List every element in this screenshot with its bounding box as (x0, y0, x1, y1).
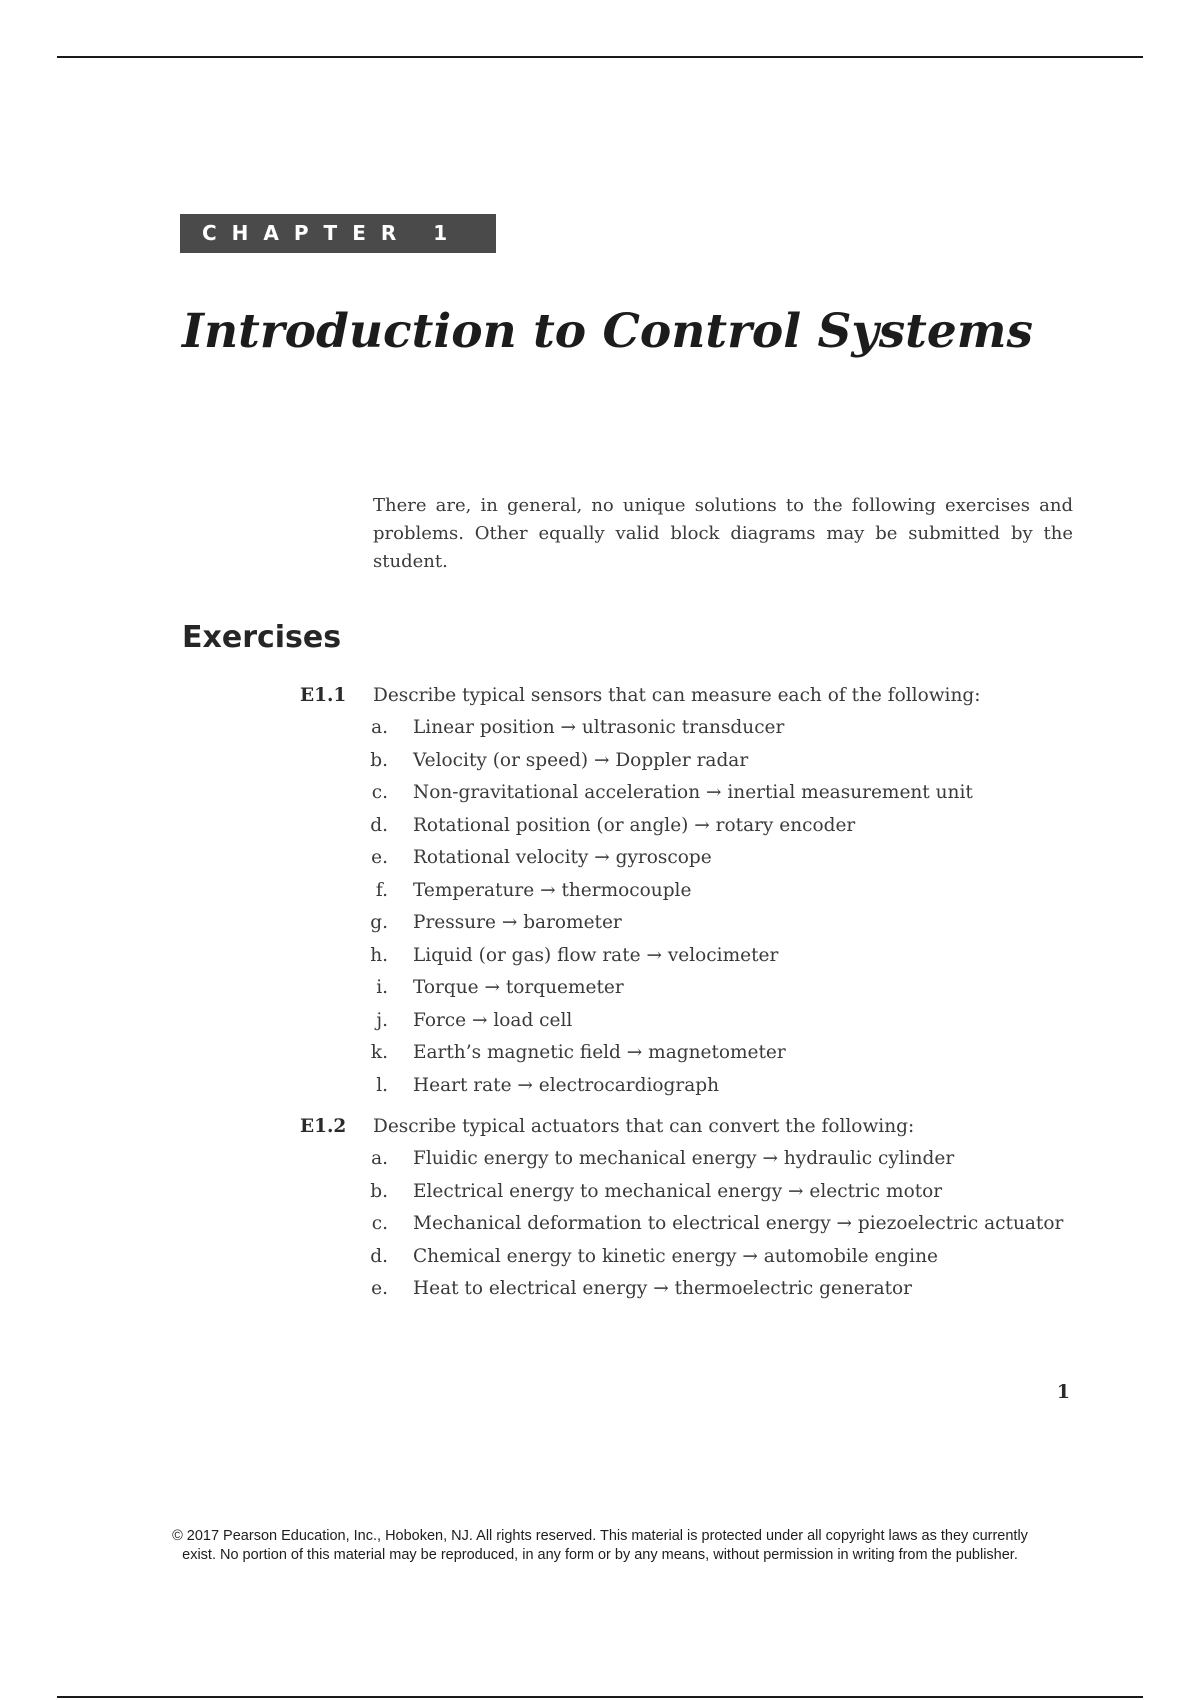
item-marker: g. (370, 912, 388, 933)
list-item (300, 1070, 1120, 1103)
item-marker: k. (370, 1042, 388, 1063)
item-marker: f. (375, 879, 388, 901)
item-text: Non-gravitational acceleration → inertial measurement unit (413, 782, 973, 803)
exercise-prompt: Describe typical actuators that can convert the following: (373, 1116, 915, 1137)
item-text: Pressure → barometer (413, 912, 622, 933)
list-item (300, 875, 1120, 908)
exercise-item-list (300, 1143, 1120, 1306)
copyright-notice (120, 1527, 1080, 1565)
list-item (300, 1208, 1120, 1241)
exercise-e1-1 (300, 680, 1120, 1102)
top-rule (57, 56, 1143, 58)
item-marker: c. (371, 782, 388, 803)
item-marker: a. (371, 1148, 388, 1169)
bottom-rule (57, 1696, 1143, 1698)
item-text: Heart rate → electrocardiograph (413, 1074, 719, 1096)
list-item (300, 810, 1120, 843)
list-item (300, 940, 1120, 973)
list-item (300, 777, 1120, 810)
exercise-e1-2 (300, 1111, 1120, 1306)
item-marker: c. (371, 1213, 388, 1234)
item-text: Electrical energy to mechanical energy → electric motor (413, 1180, 943, 1202)
list-item (300, 1176, 1120, 1209)
item-text: Liquid (or gas) flow rate → velocimeter (413, 944, 779, 966)
item-text: Rotational position (or angle) → rotary encoder (413, 814, 856, 836)
item-marker: e. (371, 847, 388, 868)
list-item (300, 745, 1120, 778)
item-text: Chemical energy to kinetic energy → automobile engine (413, 1245, 938, 1267)
item-marker: a. (371, 717, 388, 738)
item-text: Force → load cell (413, 1009, 573, 1031)
exercise-header (300, 1111, 1120, 1143)
list-item (300, 1273, 1120, 1306)
item-text: Earth’s magnetic field → magnetometer (413, 1042, 786, 1063)
item-text: Linear position → ultrasonic transducer (413, 717, 785, 738)
exercise-number: E1.2 (300, 1116, 347, 1137)
item-text: Rotational velocity → gyroscope (413, 847, 712, 868)
list-item (300, 1241, 1120, 1274)
item-text: Temperature → thermocouple (413, 879, 692, 901)
item-marker: b. (370, 749, 388, 771)
item-marker: j. (376, 1009, 388, 1031)
list-item (300, 1037, 1120, 1070)
item-text: Fluidic energy to mechanical energy → hydraulic cylinder (413, 1148, 955, 1169)
item-marker: l. (376, 1074, 388, 1096)
section-heading-exercises: Exercises (182, 620, 342, 655)
item-text: Velocity (or speed) → Doppler radar (413, 749, 749, 771)
exercise-number: E1.1 (300, 685, 347, 706)
item-marker: i. (376, 977, 388, 998)
copyright-line: © 2017 Pearson Education, Inc., Hoboken, NJ. All rights reserved. This material is protected under all copyright laws as they currently (172, 1528, 1028, 1544)
item-marker: h. (370, 944, 388, 966)
list-item (300, 1143, 1120, 1176)
chapter-badge: CHAPTER 1 (180, 214, 496, 253)
item-text: Torque → torquemeter (413, 977, 624, 998)
exercise-header (300, 680, 1120, 712)
list-item (300, 972, 1120, 1005)
item-marker: d. (370, 814, 388, 836)
chapter-title: Introduction to Control Systems (182, 304, 1033, 359)
page-number: 1 (1056, 1381, 1070, 1403)
exercise-item-list (300, 712, 1120, 1102)
item-marker: d. (370, 1245, 388, 1267)
list-item (300, 907, 1120, 940)
item-text: Heat to electrical energy → thermoelectric generator (413, 1278, 913, 1299)
list-item (300, 712, 1120, 745)
copyright-line: exist. No portion of this material may be reproduced, in any form or by any means, without permission in writing from the publisher. (182, 1547, 1018, 1563)
item-text: Mechanical deformation to electrical energy → piezoelectric actuator (413, 1213, 1064, 1234)
item-marker: e. (371, 1278, 388, 1299)
intro-paragraph: There are, in general, no unique solutions to the following exercises and problems. Other equally valid block diagrams may be submitted by the student. (373, 495, 1073, 572)
list-item (300, 1005, 1120, 1038)
exercise-prompt: Describe typical sensors that can measure each of the following: (373, 685, 981, 706)
item-marker: b. (370, 1180, 388, 1202)
list-item (300, 842, 1120, 875)
